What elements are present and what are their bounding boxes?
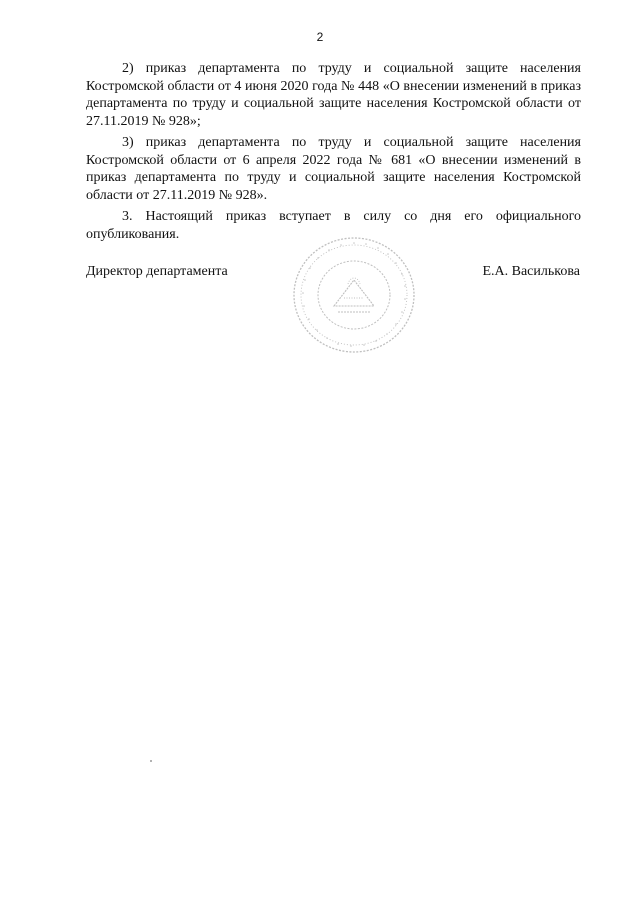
signatory-position: Директор департамента (86, 264, 228, 279)
paragraph-item-2: 2) приказ департамента по труду и социальной защите населения Костромской области от 4 июня 2020 года № 448 «О внесении изменений в приказ департамента по труду и социальной защите населения Костромской области от 27.11.2019 № 928»; (86, 61, 581, 129)
official-seal-stamp (290, 234, 418, 356)
scan-speck (150, 760, 152, 762)
signatory-name: Е.А. Василькова (482, 264, 580, 279)
paragraph-item-3: 3) приказ департамента по труду и социальной защите населения Костромской области от 6 апреля 2022 года № 681 «О внесении изменений в приказ департамента по труду и социальной защите населения Костромской области от 27.11.2019 № 928». (86, 135, 581, 203)
document-body (86, 60, 581, 247)
paragraph-effective-date: 3. Настоящий приказ вступает в силу со дня его официального опубликования. (86, 209, 581, 242)
page-number: 2 (316, 30, 324, 44)
